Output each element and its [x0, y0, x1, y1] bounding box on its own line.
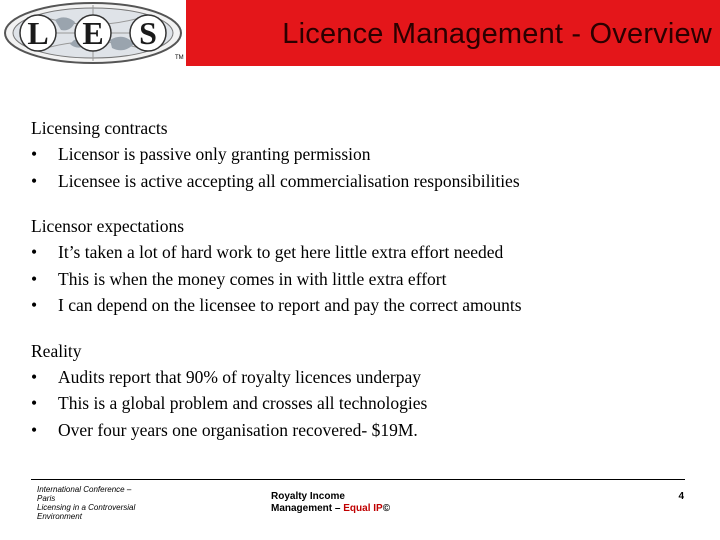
title-band [186, 0, 720, 66]
list-item-text: It’s taken a lot of hard work to get here little extra effort needed [58, 242, 504, 262]
bullet-list [31, 239, 701, 319]
list-item [31, 168, 701, 195]
bullet-icon: • [31, 419, 38, 440]
section-heading: Licensing contracts [31, 118, 168, 138]
list-item-text: Licensee is active accepting all commercialisation responsibilities [58, 170, 520, 191]
footer-presentation-title [271, 491, 390, 515]
footer-left-line: Environment [37, 512, 82, 521]
list-item [31, 390, 701, 417]
footer-left-line: Licensing in a Controversial [37, 503, 136, 512]
footer-left-line: International Conference – [37, 485, 132, 494]
list-item-text: This is a global problem and crosses all technologies [58, 393, 428, 413]
globe-logo-icon [0, 0, 186, 66]
list-item-text: Audits report that 90% of royalty licences underpay [58, 366, 422, 387]
section-heading: Reality [31, 340, 82, 361]
list-item [31, 239, 701, 266]
svg-text:E: E [82, 15, 104, 51]
list-item [31, 417, 701, 444]
list-item [31, 266, 701, 293]
bullet-icon: • [31, 144, 38, 164]
footer-center-prefix: Management – [271, 503, 344, 514]
footer-accent-text: Equal IP [343, 503, 383, 514]
svg-text:L: L [27, 15, 49, 51]
bullet-icon: • [31, 170, 38, 191]
footer-conference-info [37, 485, 197, 521]
copyright-icon: © [382, 503, 391, 514]
list-item-text: This is when the money comes in with little extra effort [58, 268, 447, 289]
trademark-mark: TM [175, 55, 184, 61]
bullet-icon: • [31, 393, 38, 413]
list-item-text: I can depend on the licensee to report and pay the correct amounts [58, 295, 522, 315]
list-item-text: Over four years one organisation recovered- $19M. [58, 419, 418, 440]
bullet-icon: • [31, 268, 38, 289]
bullet-list [31, 141, 701, 194]
footer-center-line2 [271, 503, 390, 515]
bullet-icon: • [31, 366, 38, 387]
svg-text:S: S [139, 15, 157, 51]
slide-body [31, 115, 701, 462]
slide-title: Licence Management - Overview [282, 18, 712, 50]
bullet-list [31, 364, 701, 444]
section-heading: Licensor expectations [31, 216, 185, 236]
les-logo [0, 0, 186, 66]
slide-header [0, 0, 720, 66]
section-licensor-expectations [31, 213, 701, 319]
list-item [31, 292, 701, 319]
footer-divider [31, 479, 685, 480]
list-item [31, 364, 701, 391]
list-item [31, 141, 701, 168]
footer-center-line1: Royalty Income [271, 491, 345, 502]
bullet-icon: • [31, 295, 38, 315]
list-item-text: Licensor is passive only granting permission [58, 144, 371, 164]
bullet-icon: • [31, 242, 38, 262]
footer-left-line: Paris [37, 494, 56, 503]
page-number: 4 [678, 491, 684, 502]
section-licensing-contracts [31, 115, 701, 194]
section-reality [31, 338, 701, 444]
